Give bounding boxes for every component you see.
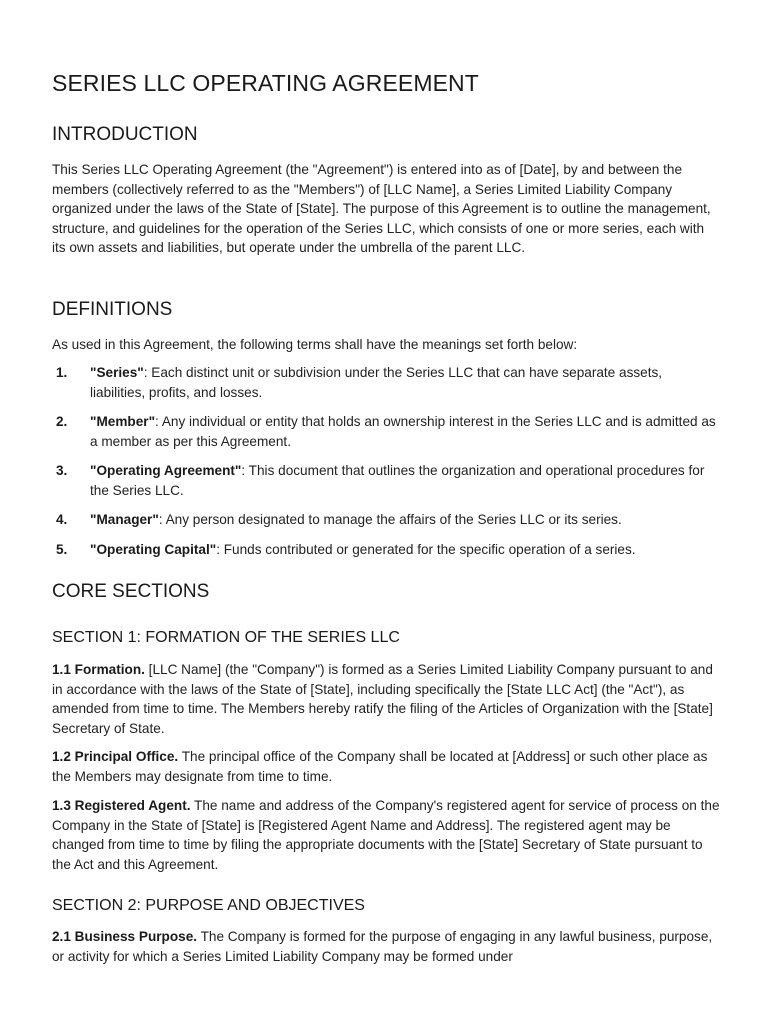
- definition-number: 4.: [56, 512, 68, 527]
- clause-label: 1.1 Formation.: [52, 662, 145, 677]
- definition-term: "Member": [90, 414, 156, 429]
- definition-number: 2.: [56, 414, 68, 429]
- clause-label: 2.1 Business Purpose.: [52, 929, 198, 944]
- definition-term: "Series": [90, 365, 144, 380]
- definitions-intro: As used in this Agreement, the following terms shall have the meanings set forth below:: [52, 337, 578, 352]
- section-1-2-paragraph: [52, 747, 720, 786]
- definition-number: 5.: [56, 541, 68, 557]
- definition-text: : Funds contributed or generated for the specific operation of a series.: [216, 541, 636, 557]
- definition-text: : Any individual or entity that holds an ownership interest in the Series LLC and is admitted as a member as per this Agreement.: [90, 414, 716, 449]
- definition-term: "Operating Capital": [90, 541, 217, 557]
- clause-text: The Company is formed for the purpose of engaging in any lawful business, purpose, or activity for which a Series Limited Liability Company may be formed under: [52, 929, 713, 964]
- definition-term: "Operating Agreement": [90, 463, 242, 478]
- definition-item-manager: [52, 510, 720, 530]
- clause-label: 1.3 Registered Agent.: [52, 798, 191, 813]
- introduction-paragraph: This Series LLC Operating Agreement (the "Agreement") is entered into as of [Date], by and between the members (collectively referred to as the "Members") of [LLC Name], a Series Limited Liability Company organized under the laws of the State of [State]. The purpose of this Agreement is to outline the management, structure, and guidelines for the operation of the Series LLC, which consists of one or more series, each with its own assets and liabilities, but operate under the umbrella of the parent LLC.: [52, 162, 711, 255]
- definition-term: "Manager": [90, 512, 159, 527]
- definition-text: : Any person designated to manage the affairs of the Series LLC or its series.: [158, 512, 622, 527]
- clause-label: 1.2 Principal Office.: [52, 749, 179, 764]
- section-1-1-paragraph: [52, 660, 720, 738]
- definitions-heading: DEFINITIONS: [52, 299, 173, 320]
- definition-number: 1.: [56, 365, 68, 380]
- core-sections-heading: CORE SECTIONS: [52, 581, 210, 602]
- definition-text: : This document that outlines the organization and operational procedures for the Series LLC.: [90, 463, 705, 498]
- document-title: SERIES LLC OPERATING AGREEMENT: [52, 70, 479, 96]
- definition-item-member: [52, 412, 720, 451]
- definition-item-series: [52, 363, 720, 402]
- section-1-3-paragraph: [52, 796, 720, 874]
- definition-text: : Each distinct unit or subdivision under the Series LLC that can have separate assets, liabilities, profits, and losses.: [90, 365, 663, 400]
- section-2-heading: SECTION 2: PURPOSE AND OBJECTIVES: [52, 897, 365, 914]
- clause-text: The name and address of the Company's registered agent for service of process on the Company in the State of [State] is [Registered Agent Name and Address]. The registered agent may be changed from time to time by filing the appropriate documents with the [State] Secretary of State pursuant to the Act and this Agreement.: [52, 798, 720, 872]
- clause-text: [LLC Name] (the "Company") is formed as a Series Limited Liability Company pursuant to and in accordance with the laws of the State of [State], including specifically the [State LLC Act] (the "Act"), as amended from time to time. The Members hereby ratify the filing of the Articles of Organization with the [State] Secretary of State.: [52, 662, 713, 736]
- introduction-heading: INTRODUCTION: [52, 124, 198, 145]
- clause-text: The principal office of the Company shall be located at [Address] or such other place as the Members may designate from time to time.: [52, 749, 708, 784]
- section-2-1-paragraph: [52, 927, 720, 966]
- definitions-list: [52, 363, 720, 569]
- definition-item-operating-agreement: [52, 461, 720, 500]
- definition-number: 3.: [56, 463, 68, 478]
- definition-item-operating-capital: [52, 540, 720, 560]
- section-1-heading: SECTION 1: FORMATION OF THE SERIES LLC: [52, 629, 400, 646]
